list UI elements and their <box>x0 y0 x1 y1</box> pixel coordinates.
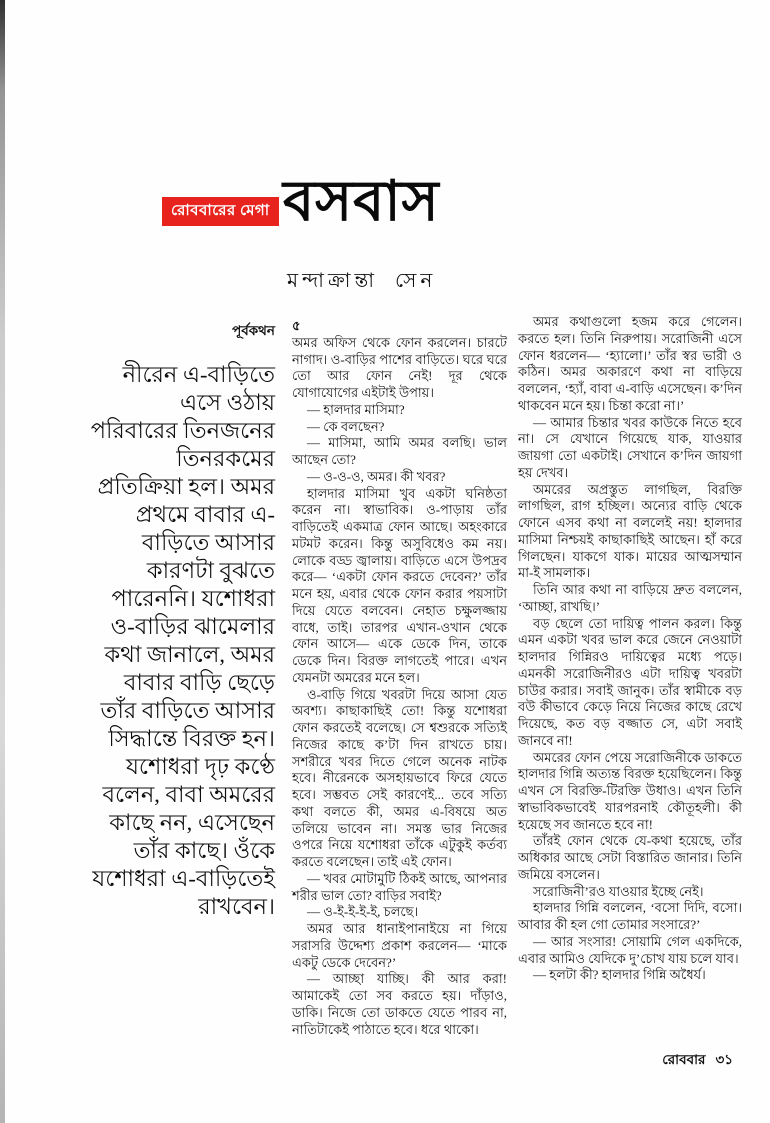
dialogue-line: — আর সংসার! সোয়ামি গেল একদিকে, এবার আমিও যেদিকে দু’চোখ যায় চলে যাব। <box>518 933 742 966</box>
dialogue-line: — হলটা কী? হালদার গিন্নি অধৈর্য। <box>533 967 706 983</box>
dialogue-line: — খবর মোটামুটি ঠিকই আছে, আপনার শরীর ভাল তো? বাড়ির সবাই? <box>292 870 507 903</box>
paragraph: হালদার মাসিমা খুব একটা ঘনিষ্ঠতা করেন না। স্বাভাবিক। ও-পাড়ায় তাঁর বাড়িতেই একমাত্র ফোন আছে। অহংকারে মটমট করেন। কিন্তু অসুবিধেও কম নয়। লোকে বড্ড জ্বালায়। বাড়িতে এসে উপদ্রব করে— ‘একটা ফোন করতে দেবেন?’ তাঁর মনে হয়, এবার থেকে ফোন করার পয়সাটা দিয়ে যেতে বলবেন। নেহাত চক্ষুলজ্জায় বাধে, তাই। তারপর এখান-ওখান থেকে ফোন আসে— একে ডেকে দিন, তাকে ডেকে দিন। বিরক্ত লাগতেই পারে। এখন যেমনটা অমরের মনে হল। <box>292 485 507 685</box>
dialogue-line: — ও-ও-ও, অমর। কী খবর? <box>307 468 446 484</box>
paragraph: অমরের ফোন পেয়ে সরোজিনীকে ডাকতে হালদার গিন্নি অত্যন্ত বিরক্ত হয়েছিলেন। কিন্তু এখন সে বিরক্তি-টিরক্তি উধাও। এখন তিনি স্বাভাবিকভাবেই যারপরনাই কৌতূহলী। কী হয়েছে সব জানতে হবে না! <box>518 749 742 832</box>
chapter-number: ৫ <box>292 318 301 333</box>
dialogue-line: — ও-ই-ই-ই-ই, চলছে। <box>307 904 419 920</box>
paragraph: ও-বাড়ি গিয়ে খবরটা দিয়ে আসা যেত অবশ্য। কাছাকাছিই তো! কিন্তু যশোধরা ফোন করতেই বলেছে। সে শ্বশুরকে সত্যিই নিজের কাছে ক’টা দিন রাখতে চায়। সশরীরে খবর দিতে গেলে অনেক নাটক হবে। নীরেনকে অসহায়ভাবে ফিরে যেতে হবে। সম্ভবত সেই কারণেই... তবে সত্যি কথা বলতে কী, অমর এ-বিষয়ে অত তলিয়ে ভাবেন না। সমস্ত ভার নিজের ওপরে নিয়ে যশোধরা তাঁকে এটুকুই কর্তব্য করতে বলেছেন। তাই এই ফোন। <box>292 686 507 869</box>
paragraph: অমর অফিস থেকে ফোন করলেন। চারটে নাগাদ। ও-বাড়ির পাশের বাড়িতে। ঘরে ঘরে তো আর ফোন নেই! দূর থেকে যোগাযোগের এইটাই উপায়। <box>292 334 507 400</box>
section-kicker-label: রোববারের মেগা <box>171 203 270 219</box>
paragraph: বড় ছেলে তো দায়িত্ব পালন করল। কিন্তু এমন একটা খবর ভাল করে জেনে নেওয়াটা হালদার গিন্নিরও দায়িত্বের মধ্যে পড়ে। এমনকী সরোজিনীরও এটা দায়িত্ব খবরটা চাউর করার। সবাই জানুক। তাঁর স্বামীকে বড় বউ কীভাবে কেড়ে নিয়ে নিজের কাছে রেখে দিয়েছে, কত বড় বজ্জাত সে, এটা সবাই জানবে না! <box>518 615 742 748</box>
page-left-scan-shadow <box>0 0 5 1123</box>
intro-column <box>90 320 275 921</box>
paragraph: অমর কথাগুলো হজম করে গেলেন। করতে হল। তিনি নিরুপায়। সরোজিনী এসে ফোন ধরলেন— ‘হ্যালো।’ তাঁর স্বর ভারী ও কঠিন। অমর অকারণে কথা না বাড়িয়ে বললেন, ‘হ্যাঁ, বাবা এ-বাড়ি এসেছেন। ক’দিন থাকবেন মনে হয়। চিন্তা করো না।’ <box>518 314 742 413</box>
paragraph: তাঁরই ফোন থেকে যে-কথা হয়েছে, তাঁর অধিকার আছে সেটা বিস্তারিত জানার। তিনি জমিয়ে বসলেন। <box>518 833 742 882</box>
paragraph: হালদার গিন্নি বললেন, ‘বসো দিদি, বসো। আবার কী হল গো তোমার সংসারে?’ <box>518 900 742 932</box>
paragraph: অমরের অপ্রস্তুত লাগছিল, বিরক্তি লাগছিল, রাগ হচ্ছিল। অন্যের বাড়ি থেকে ফোনে এসব কথা না বললেই নয়! হালদার মাসিমা নিশ্চয়ই কাছাকাছিই আছেন। হাঁ করে গিলছেন। যাকগে যাক। মায়ের আত্মসম্মান মা-ই সামলাক। <box>518 481 742 581</box>
dialogue-line: — হালদার মাসিমা? <box>307 401 405 417</box>
story-title: বসবাস <box>283 171 440 233</box>
body-column-right <box>518 314 742 984</box>
dialogue-line: — মাসিমা, আমি অমর বলছি। ভাল আছেন তো? <box>292 435 507 467</box>
footer-page-number: ৩১ <box>715 1052 733 1067</box>
body-column-middle <box>292 318 507 1038</box>
paragraph: অমর আর ধানাইপানাইয়ে না গিয়ে সরাসরি উদ্দেশ্য প্রকাশ করলেন— ‘মাকে একটু ডেকে দেবেন?’ <box>292 921 507 970</box>
footer-magazine-name: রোববার <box>662 1052 706 1067</box>
author-name: মন্দাক্রান্তা সেন <box>287 270 437 292</box>
dialogue-line: — কে বলছেন? <box>307 418 385 434</box>
section-kicker-badge <box>162 197 279 226</box>
paragraph: সরোজিনী’রও যাওয়ার ইচ্ছে নেই। <box>533 883 704 899</box>
intro-heading: পূর্বকথন <box>232 323 275 338</box>
page-footer <box>662 1049 733 1072</box>
dialogue-line: — আচ্ছা যাচ্ছি। কী আর করা! আমাকেই তো সব করতে হয়। দাঁড়াও, ডাকি। নিজে তো ডাকতে যেতে পারব না, নাতিটাকেই পাঠাতে হবে। ধরে থাকো। <box>292 971 507 1037</box>
paragraph: তিনি আর কথা না বাড়িয়ে দ্রুত বললেন, ‘আচ্ছা, রাখছি।’ <box>518 582 742 614</box>
dialogue-line: — আমার চিন্তার খবর কাউকে নিতে হবে না। সে যেখানে গিয়েছে যাক, যাওয়ার জায়গা তো একটাই। সেখানে ক’দিন জায়গা হয় দেখব। <box>518 414 742 480</box>
intro-synopsis-text: নীরেন এ-বাড়িতে এসে ওঠায় পরিবারের তিনজনের তিনরকমের প্রতিক্রিয়া হল। অমর প্রথমে বাবার এ-বাড়িতে আসার কারণটা বুঝতে পারেননি। যশোধরা ও-বাড়ির ঝামেলার কথা জানালে, অমর বাবার বাড়ি ছেড়ে তাঁর বাড়িতে আসার সিদ্ধান্তে বিরক্ত হন। যশোধরা দৃঢ় কণ্ঠে বলেন, বাবা অমরের কাছে নন, এসেছেন তাঁর কাছে। ওঁকে যশোধরা এ-বাড়িতেই রাখবেন। <box>90 362 275 919</box>
